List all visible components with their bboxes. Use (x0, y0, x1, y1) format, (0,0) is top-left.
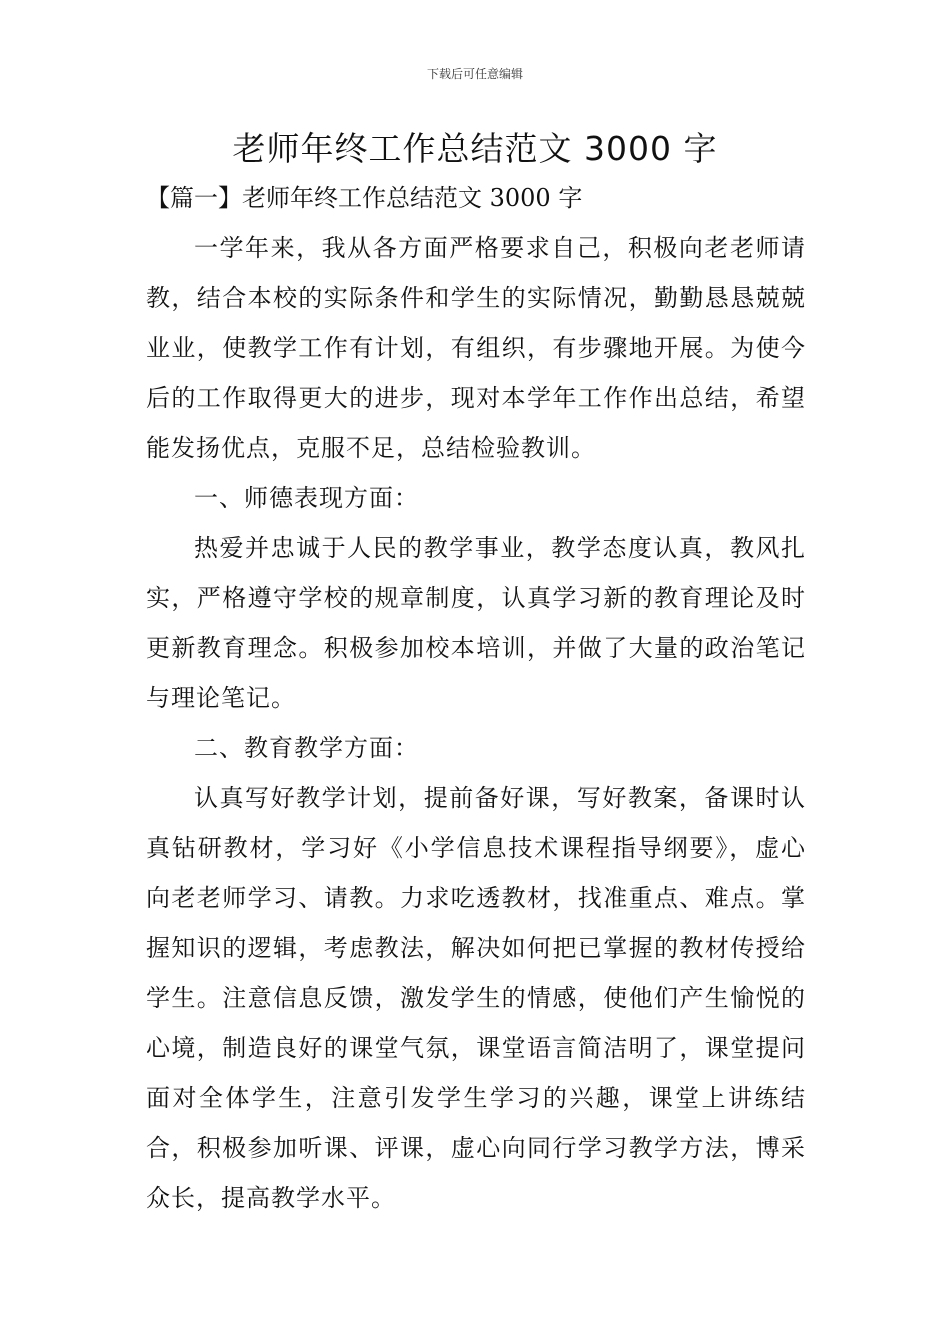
document-body (146, 223, 806, 1223)
subheading-teaching: 二、教育教学方面： (194, 734, 419, 762)
paragraph-ethics: 热爱并忠诚于人民的教学事业，教学态度认真，教风扎实，严格遵守学校的规章制度，认真学习新的教育理论及时更新教育理念。积极参加校本培训，并做了大量的政治笔记与理论笔记。 (146, 534, 806, 712)
document-title: 老师年终工作总结范文 3000 字 (232, 129, 718, 168)
subheading-ethics: 一、师德表现方面： (194, 484, 419, 512)
paragraph-intro: 一学年来，我从各方面严格要求自己，积极向老老师请教，结合本校的实际条件和学生的实际情况，勤勤恳恳兢兢业业，使教学工作有计划，有组织，有步骤地开展。为使今后的工作取得更大的进步，现对本学年工作作出总结，希望能发扬优点，克服不足，总结检验教训。 (146, 234, 806, 462)
header-note: 下载后可任意编辑 (426, 67, 523, 81)
paragraph-teaching: 认真写好教学计划，提前备好课，写好教案，备课时认真钻研教材，学习好《小学信息技术课程指导纲要》，虚心向老老师学习、请教。力求吃透教材，找准重点、难点。掌握知识的逻辑，考虑教法，解决如何把已掌握的教材传授给学生。注意信息反馈，激发学生的情感，使他们产生愉悦的心境，制造良好的课堂气氛，课堂语言简洁明了，课堂提问面对全体学生，注意引发学生学习的兴趣，课堂上讲练结合，积极参加听课、评课，虚心向同行学习教学方法，博采众长，提高教学水平。 (146, 784, 806, 1212)
section-heading: 【篇一】老师年终工作总结范文 3000 字 (146, 184, 583, 212)
